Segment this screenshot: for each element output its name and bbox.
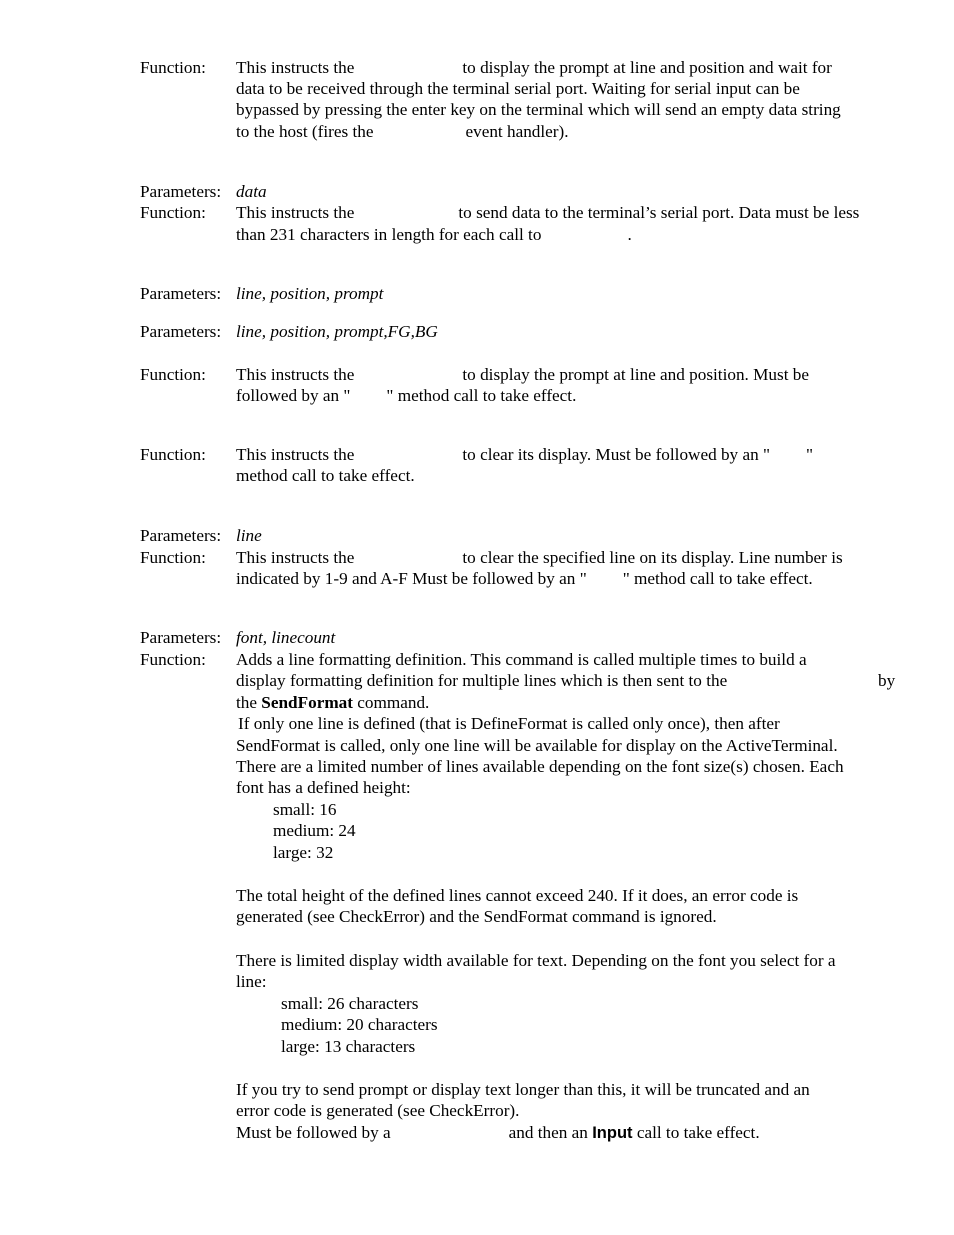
font-height-item: large: 32 bbox=[273, 843, 334, 862]
text-fragment: command. bbox=[357, 693, 430, 712]
command-name: Input bbox=[592, 1124, 633, 1142]
function-label: Function: bbox=[140, 58, 206, 77]
command-name: SendFormat bbox=[261, 693, 353, 712]
text-fragment: This instructs the bbox=[236, 548, 355, 567]
parameters-label: Parameters: bbox=[140, 284, 222, 303]
block8-line3 bbox=[236, 692, 429, 713]
text-fragment: event handler). bbox=[465, 122, 569, 141]
block8-p4-line3 bbox=[236, 1122, 760, 1144]
text-fragment: to display the prompt at line and position. Must be bbox=[462, 365, 809, 384]
block6-line1 bbox=[236, 444, 813, 465]
text-fragment: and then an bbox=[508, 1123, 588, 1142]
font-height-item: medium: 24 bbox=[273, 821, 356, 840]
text-fragment: to clear its display. Must be followed by an " bbox=[462, 445, 770, 464]
block5-line2 bbox=[236, 385, 576, 406]
block3-params bbox=[236, 283, 383, 304]
block8-p4-line1: If you try to send prompt or display text longer than this, it will be truncated and an bbox=[236, 1080, 810, 1099]
font-width-item: large: 13 characters bbox=[281, 1037, 416, 1056]
block8-p3-line2: line: bbox=[236, 972, 267, 991]
text-fragment: to send data to the terminal’s serial port. Data must be less bbox=[458, 203, 860, 222]
parameters-label: Parameters: bbox=[140, 182, 222, 201]
text-fragment: " method call to take effect. bbox=[386, 386, 577, 405]
text-fragment: This instructs the bbox=[236, 365, 355, 384]
block8-line4: If only one line is defined (that is DefineFormat is called only once), then after bbox=[238, 714, 780, 733]
block8-p4-line2: error code is generated (see CheckError). bbox=[236, 1101, 520, 1120]
block2-line1 bbox=[236, 202, 859, 223]
block8-p2-line1: The total height of the defined lines cannot exceed 240. If it does, an error code is bbox=[236, 886, 799, 905]
text-fragment: call to take effect. bbox=[636, 1123, 760, 1142]
function-label: Function: bbox=[140, 365, 206, 384]
text-fragment: to display the prompt at line and position and wait for bbox=[462, 58, 832, 77]
parameters-label: Parameters: bbox=[140, 628, 222, 647]
param-list: line, position, prompt,FG,BG bbox=[236, 322, 438, 341]
text-fragment: to clear the specified line on its display. Line number is bbox=[462, 548, 843, 567]
block7-line2 bbox=[236, 568, 813, 589]
text-fragment: the bbox=[236, 693, 257, 712]
function-label: Function: bbox=[140, 548, 206, 567]
font-width-item: medium: 20 characters bbox=[281, 1015, 438, 1034]
font-width-item: small: 26 characters bbox=[281, 994, 419, 1013]
block8-line6: There are a limited number of lines available depending on the font size(s) chosen. Each bbox=[236, 757, 844, 776]
block5-line1 bbox=[236, 364, 809, 385]
param-list: line, position, prompt bbox=[236, 284, 384, 303]
font-height-item: small: 16 bbox=[273, 800, 337, 819]
block8-line5: SendFormat is called, only one line will be available for display on the ActiveTerminal. bbox=[236, 736, 838, 755]
block8-line1: Adds a line formatting definition. This command is called multiple times to build a bbox=[236, 650, 807, 669]
block8-line7: font has a defined height: bbox=[236, 778, 411, 797]
text-fragment: . bbox=[627, 225, 632, 244]
text-fragment: " method call to take effect. bbox=[622, 569, 813, 588]
block4-params bbox=[236, 321, 438, 342]
function-label: Function: bbox=[140, 203, 206, 222]
block8-p3-line1: There is limited display width available for text. Depending on the font you select for a bbox=[236, 951, 836, 970]
parameters-label: Parameters: bbox=[140, 526, 222, 545]
text-fragment: indicated by 1-9 and A-F Must be followed by an " bbox=[236, 569, 587, 588]
block8-params bbox=[236, 627, 335, 648]
text-fragment: This instructs the bbox=[236, 203, 355, 222]
param-list: font, linecount bbox=[236, 628, 336, 647]
block7-params bbox=[236, 525, 262, 546]
block2-line2 bbox=[236, 224, 632, 245]
text-fragment: to the host (fires the bbox=[236, 122, 374, 141]
param-list: data bbox=[236, 182, 267, 201]
param-list: line bbox=[236, 526, 262, 545]
text-fragment: " bbox=[806, 445, 814, 464]
block1-line1 bbox=[236, 57, 832, 78]
block8-line2-end: by bbox=[878, 671, 896, 690]
block8-p2-line2: generated (see CheckError) and the SendFormat command is ignored. bbox=[236, 907, 717, 926]
block8-line2: display formatting definition for multiple lines which is then sent to the bbox=[236, 671, 728, 690]
function-label: Function: bbox=[140, 650, 206, 669]
text-fragment: than 231 characters in length for each call to bbox=[236, 225, 542, 244]
text-fragment: This instructs the bbox=[236, 58, 355, 77]
parameters-label: Parameters: bbox=[140, 322, 222, 341]
block7-line1 bbox=[236, 547, 843, 568]
text-fragment: followed by an " bbox=[236, 386, 351, 405]
block1-line4 bbox=[236, 121, 569, 142]
block1-line3: bypassed by pressing the enter key on the terminal which will send an empty data string bbox=[236, 100, 841, 119]
function-label: Function: bbox=[140, 445, 206, 464]
text-fragment: Must be followed by a bbox=[236, 1123, 391, 1142]
block6-line2: method call to take effect. bbox=[236, 466, 415, 485]
text-fragment: This instructs the bbox=[236, 445, 355, 464]
block2-params bbox=[236, 181, 267, 202]
block1-line2: data to be received through the terminal serial port. Waiting for serial input can be bbox=[236, 79, 800, 98]
